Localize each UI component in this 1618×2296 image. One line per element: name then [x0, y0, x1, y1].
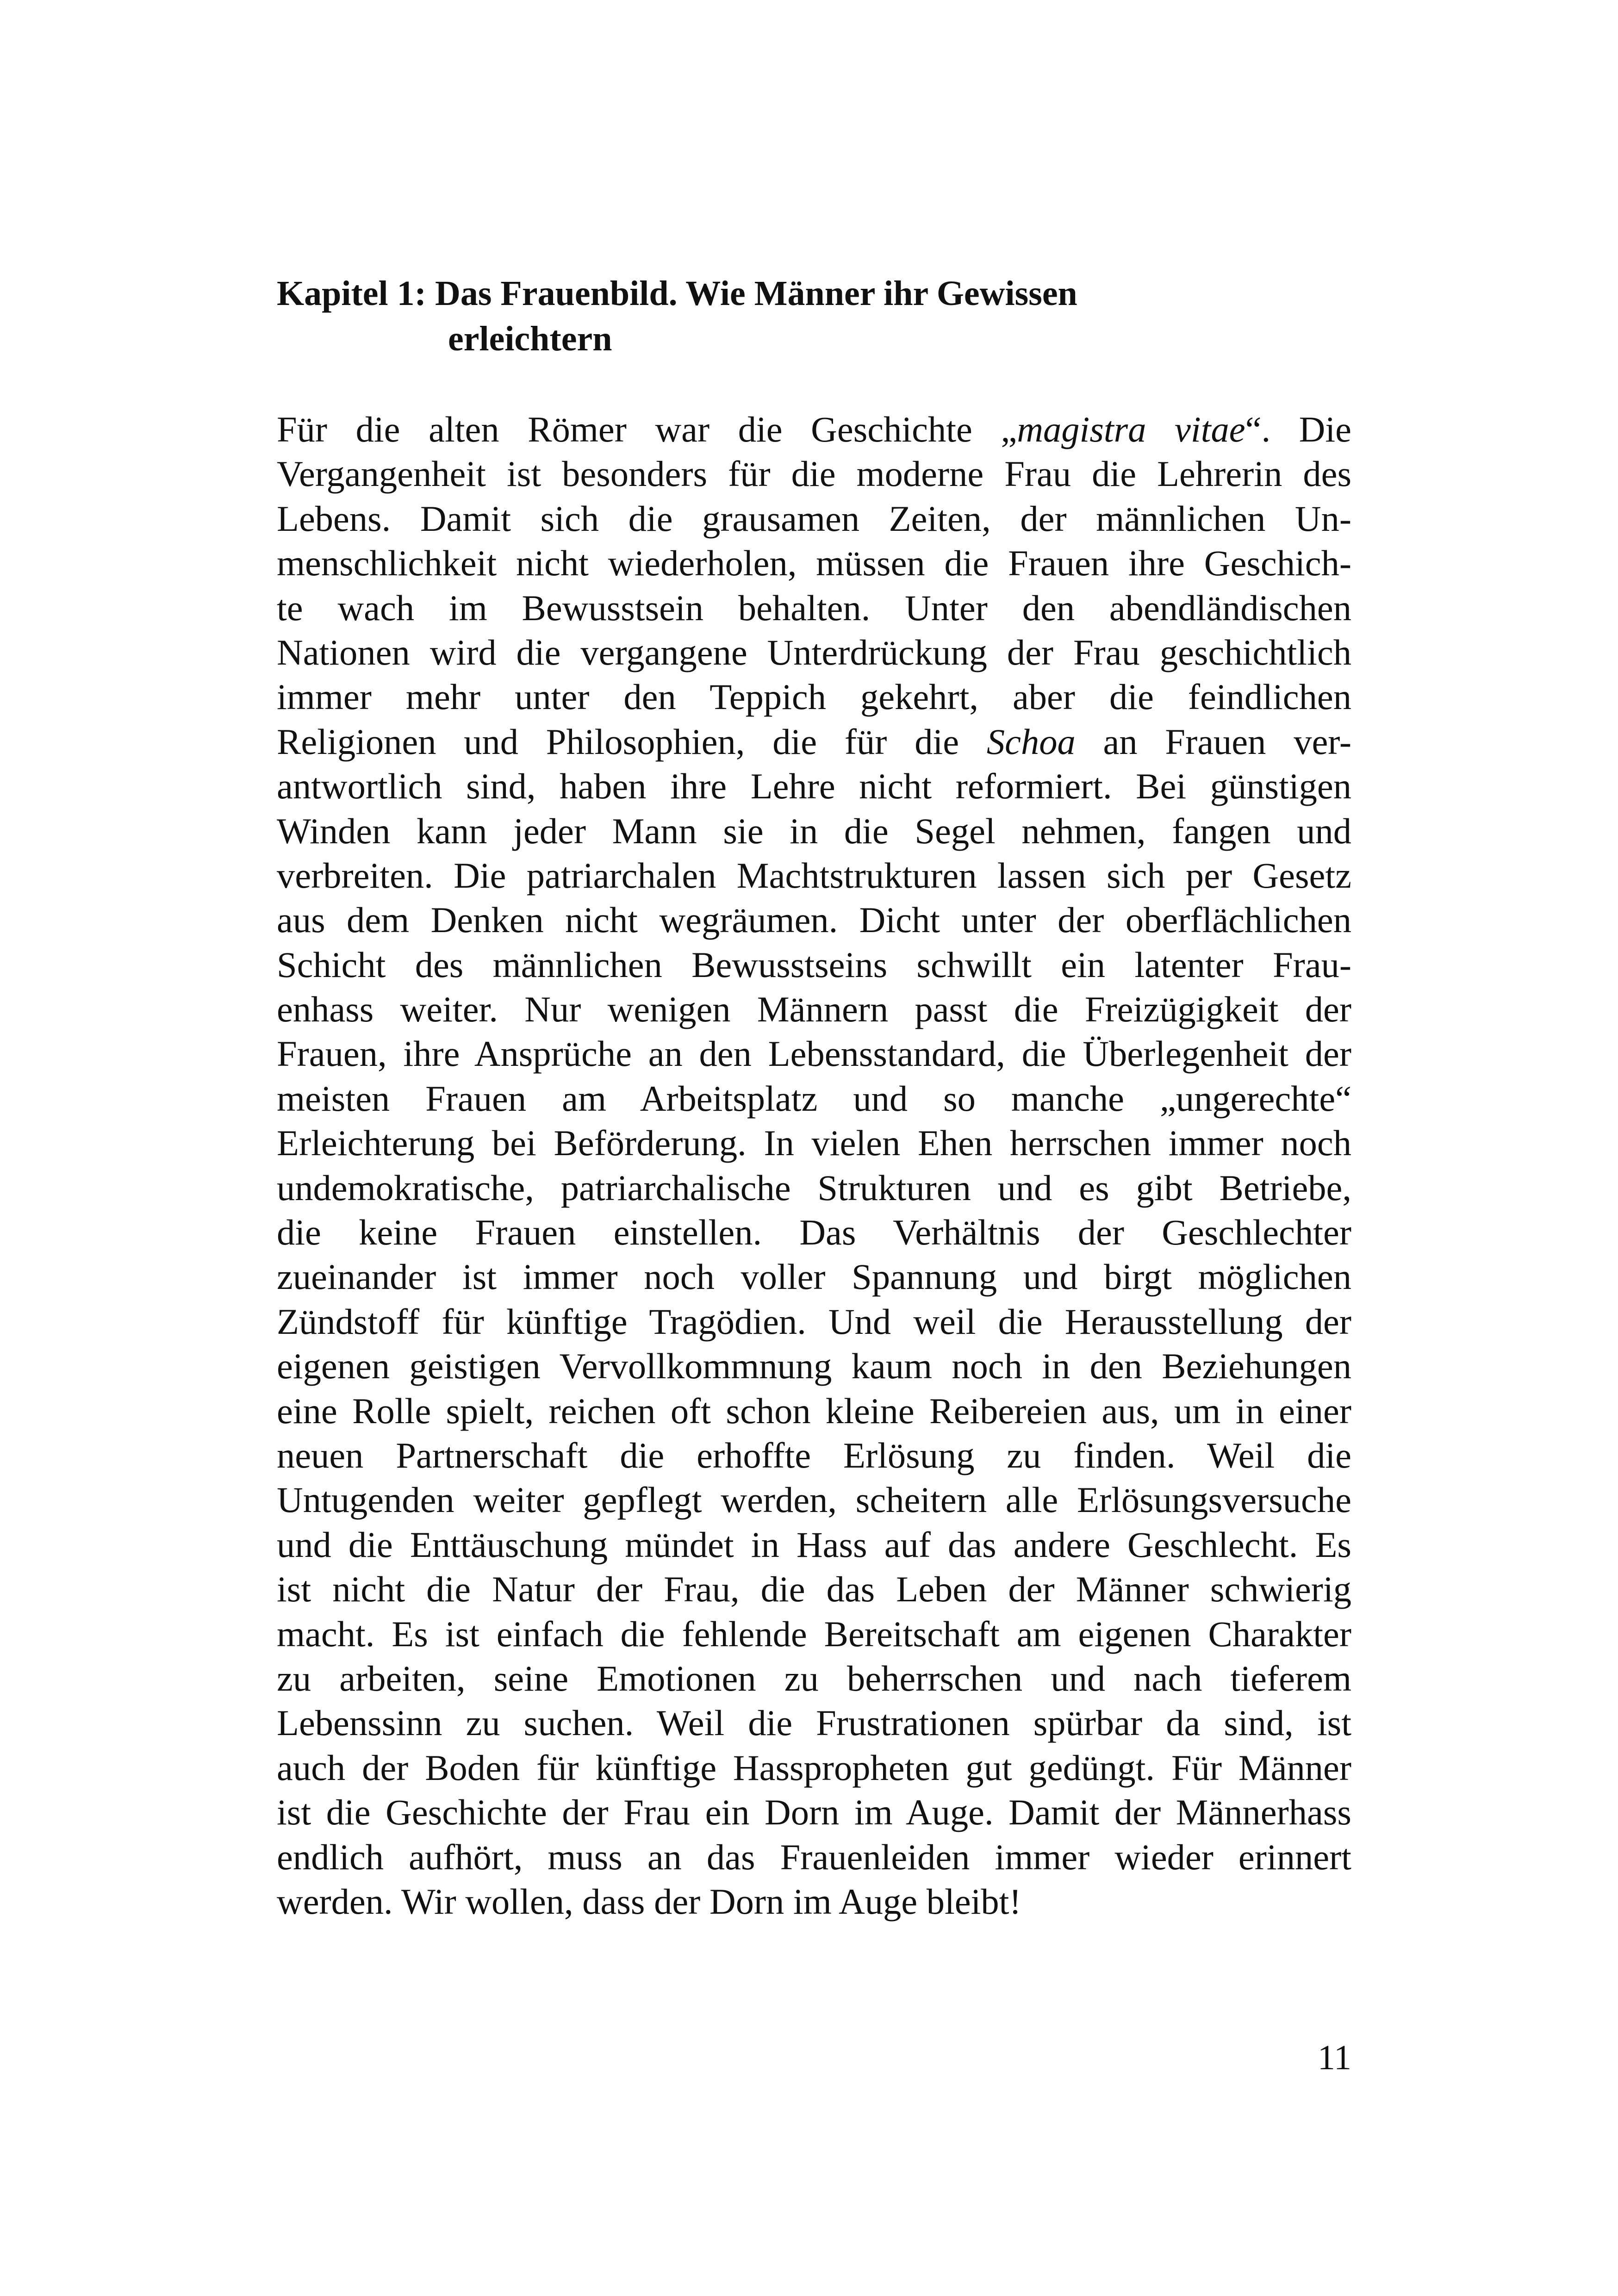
text-line: Vergangenheit ist besonders für die moderne Frau die Lehrerin des	[277, 454, 1351, 494]
text-line: menschlichkeit nicht wiederholen, müssen die Frauen ihre Geschich-	[277, 543, 1351, 584]
latin-phrase: magistra vitae	[1017, 409, 1245, 449]
text-line: Für die alten Römer war die Geschichte „magistra vitae“. Die	[277, 409, 1351, 449]
text-line: Frauen, ihre Ansprüche an den Lebensstandard, die Überlegenheit der	[277, 1033, 1351, 1074]
text-line: macht. Es ist einfach die fehlende Bereitschaft am eigenen Charakter	[277, 1613, 1351, 1654]
text-line: Schicht des männlichen Bewusstseins schwillt ein latenter Frau-	[277, 944, 1351, 985]
text-line: Zündstoff für künftige Tragödien. Und weil die Herausstellung der	[277, 1301, 1351, 1342]
chapter-title	[277, 271, 1350, 361]
text-line: endlich aufhört, muss an das Frauenleiden immer wieder erinnert	[277, 1836, 1351, 1877]
text-line: immer mehr unter den Teppich gekehrt, aber die feindlichen	[277, 677, 1351, 717]
text-line: te wach im Bewusstsein behalten. Unter den abendländischen	[277, 587, 1351, 628]
text-line: und die Enttäuschung mündet in Hass auf das andere Geschlecht. Es	[277, 1524, 1351, 1565]
chapter-title-line-1: Kapitel 1: Das Frauenbild. Wie Männer ihr Gewissen	[277, 274, 1077, 313]
text-line: Religionen und Philosophien, die für die Schoa an Frauen ver-	[277, 721, 1351, 762]
text-line: Erleichterung bei Beförderung. In vielen Ehen herrschen immer noch	[277, 1123, 1351, 1164]
text-line: Untugenden weiter gepflegt werden, scheitern alle Erlösungsversuche	[277, 1480, 1351, 1520]
text-line: auch der Boden für künftige Hasspropheten gut gedüngt. Für Männer	[277, 1747, 1351, 1788]
text-line: undemokratische, patriarchalische Strukturen und es gibt Betriebe,	[277, 1167, 1351, 1208]
text-line: ist nicht die Natur der Frau, die das Leben der Männer schwierig	[277, 1569, 1351, 1610]
text-line: zu arbeiten, seine Emotionen zu beherrschen und nach tieferem	[277, 1658, 1351, 1699]
text-line: Lebens. Damit sich die grausamen Zeiten, der männlichen Un-	[277, 498, 1351, 539]
text-line: Lebenssinn zu suchen. Weil die Frustrationen spürbar da sind, ist	[277, 1703, 1351, 1743]
text-line: verbreiten. Die patriarchalen Machtstrukturen lassen sich per Gesetz	[277, 855, 1351, 896]
text-line: enhass weiter. Nur wenigen Männern passt die Freizügigkeit der	[277, 989, 1351, 1030]
italic-term: Schoa	[986, 721, 1076, 762]
text-line: neuen Partnerschaft die erhoffte Erlösung zu finden. Weil die	[277, 1435, 1351, 1475]
text-line: meisten Frauen am Arbeitsplatz und so manche „ungerechte“	[277, 1078, 1351, 1119]
text-line: ist die Geschichte der Frau ein Dorn im Auge. Damit der Männerhass	[277, 1792, 1351, 1833]
text-line: zueinander ist immer noch voller Spannung und birgt möglichen	[277, 1257, 1351, 1297]
text-line: Nationen wird die vergangene Unterdrückung der Frau geschichtlich	[277, 632, 1351, 672]
text-line-last: werden. Wir wollen, dass der Dorn im Auge bleibt!	[277, 1881, 1021, 1922]
text-line: die keine Frauen einstellen. Das Verhältnis der Geschlechter	[277, 1212, 1351, 1253]
text-line: Winden kann jeder Mann sie in die Segel nehmen, fangen und	[277, 810, 1351, 851]
body-paragraph	[277, 407, 1351, 1924]
text-line: antwortlich sind, haben ihre Lehre nicht reformiert. Bei günstigen	[277, 766, 1351, 807]
page-number: 11	[1317, 2038, 1351, 2077]
text-line: aus dem Denken nicht wegräumen. Dicht unter der oberflächlichen	[277, 900, 1351, 940]
text-line: eigenen geistigen Vervollkommnung kaum noch in den Beziehungen	[277, 1346, 1351, 1387]
text-line: eine Rolle spielt, reichen oft schon kleine Reibereien aus, um in einer	[277, 1390, 1351, 1431]
chapter-title-line-2: erleichtern	[448, 319, 612, 358]
